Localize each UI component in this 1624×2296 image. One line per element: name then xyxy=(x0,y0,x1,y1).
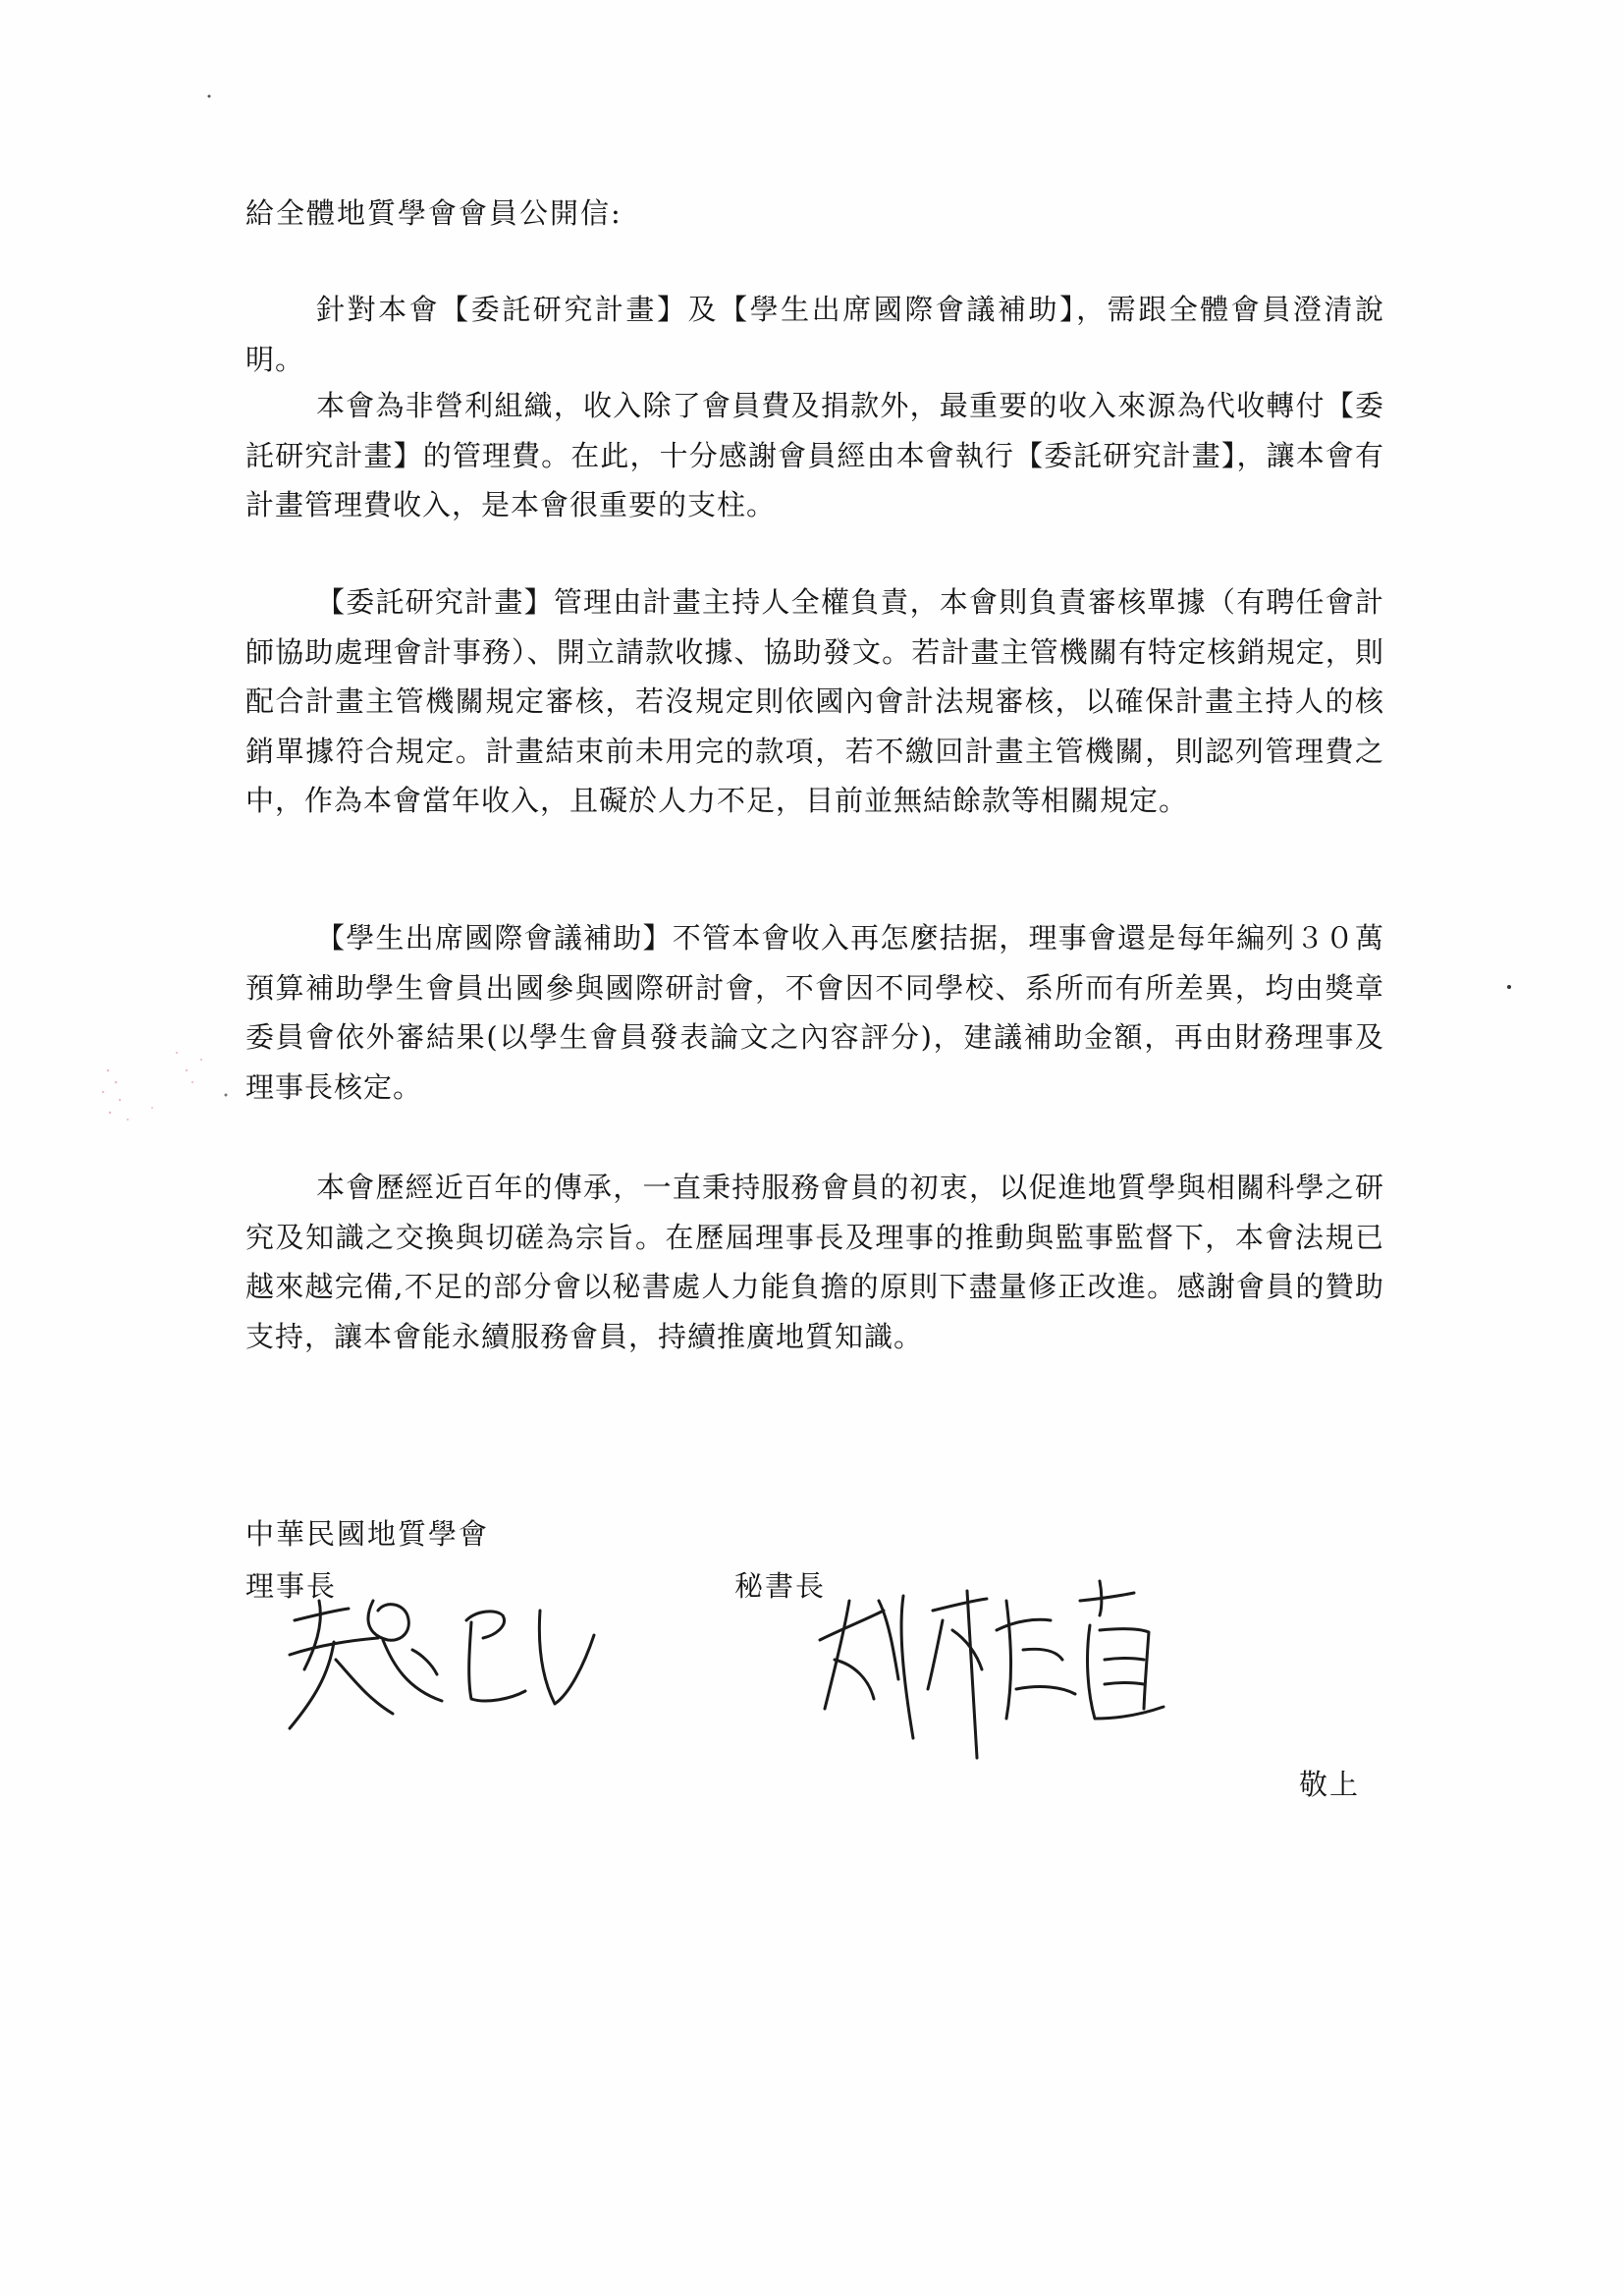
paragraph-mission: 本會歷經近百年的傳承，一直秉持服務會員的初衷，以促進地質學與相關科學之研究及知識之交換與切磋為宗旨。在歷屆理事長及理事的推動與監事監督下，本會法規已越來越完備,不足的部分會以秘書處人力能負擔的原則下盡量修正改進。感謝會員的贊助支持，讓本會能永續服務會員，持續推廣地質知識。 xyxy=(245,1171,1384,1353)
paragraph-income: 本會為非營利組織，收入除了會員費及捐款外，最重要的收入來源為代收轉付【委託研究計畫】的管理費。在此，十分感謝會員經由本會執行【委託研究計畫】，讓本會有計畫管理費收入，是本會很重要的支柱。 xyxy=(245,389,1384,521)
closing-salutation: 敬上 xyxy=(1299,1768,1361,1801)
secretary-signature xyxy=(805,1571,1178,1768)
paragraph-student-grants: 【學生出席國際會議補助】不管本會收入再怎麼拮据，理事會還是每年編列３０萬預算補助學生會員出國參與國際研討會，不會因不同學校、系所而有所差異，均由獎章委員會依外審結果(以學生會員發表論文之內容評分)，建議補助金額，再由財務理事及理事長核定。 xyxy=(245,921,1384,1104)
secretary-title: 秘書長 xyxy=(734,1569,827,1603)
paragraph-clarification: 針對本會【委託研究計畫】及【學生出席國際會議補助】，需跟全體會員澄清說明。 xyxy=(245,293,1384,376)
paragraph-research-projects: 【委託研究計畫】管理由計畫主持人全權負責，本會則負責審核單據（有聘任會計師協助處理會計事務）、開立請款收據、協助發文。若計畫主管機關有特定核銷規定，則配合計畫主管機關規定審核，若沒規定則依國內會計法規審核，以確保計畫主持人的核銷單據符合規定。計畫結束前未用完的款項，若不繳回計畫主管機關，則認列管理費之中，作為本會當年收入，且礙於人力不足，目前並無結餘款等相關規定。 xyxy=(245,585,1384,817)
organization-name: 中華民國地質學會 xyxy=(245,1517,490,1551)
chair-signature xyxy=(275,1581,609,1748)
chair-title: 理事長 xyxy=(245,1569,338,1603)
salutation: 給全體地質學會會員公開信: xyxy=(245,196,623,230)
